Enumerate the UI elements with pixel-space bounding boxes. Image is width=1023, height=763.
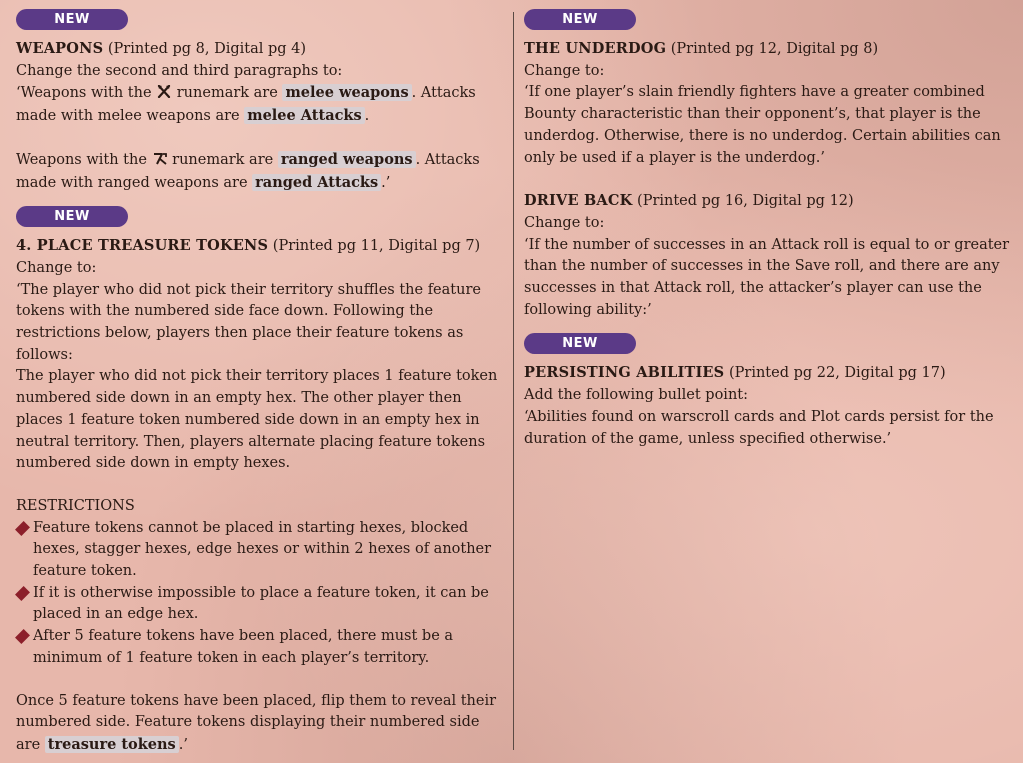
section-intro: Change to: (524, 62, 605, 79)
section-body: ‘If one player’s slain friendly fighters have a greater combined Bounty characteristic than their opponent’s, that player is the underdog. Otherwise, there is no underdog. Certain abilities can only be used if a player is the underdog.’ (524, 84, 1001, 166)
treasure-tokens-section (16, 206, 506, 756)
restrictions-heading: RESTRICTIONS (16, 497, 135, 514)
right-column (524, 9, 1014, 450)
crossed-axes-runemark-icon (157, 85, 171, 98)
section-intro: Add the following bullet point: (524, 387, 748, 404)
underdog-section (524, 9, 1014, 169)
new-badge: NEW (16, 9, 128, 30)
column-divider (513, 12, 514, 750)
section-intro: Change the second and third paragraphs to: (16, 62, 343, 79)
section-title: PERSISTING ABILITIES (524, 364, 725, 382)
section-title: WEAPONS (16, 40, 104, 57)
persisting-abilities-section (524, 333, 1014, 450)
section-body: ‘Abilities found on warscroll cards and Plot cards persist for the duration of the game, unless specified otherwise.’ (524, 408, 994, 447)
treasure-closing-paragraph: Once 5 feature tokens have been placed, flip them to reveal their numbered side. Feature tokens displaying their numbered side are treasure tokens .’ (16, 692, 497, 753)
weapons-section (16, 9, 506, 194)
diamond-bullet-icon (15, 521, 30, 536)
keyword-highlight: melee weapons (282, 84, 411, 101)
restriction-item: If it is otherwise impossible to place a feature token, it can be placed in an edge hex. (16, 583, 506, 626)
left-column (16, 9, 506, 757)
keyword-highlight: ranged weapons (278, 151, 416, 168)
section-title: 4. PLACE TREASURE TOKENS (16, 237, 269, 255)
diamond-bullet-icon (15, 586, 30, 601)
restriction-item: After 5 feature tokens have been placed, there must be a minimum of 1 feature token in each player’s territory. (16, 626, 506, 669)
section-title: DRIVE BACK (524, 192, 633, 210)
bow-runemark-icon (153, 152, 167, 165)
section-title: THE UNDERDOG (524, 40, 667, 57)
section-intro: Change to: (524, 214, 605, 231)
new-badge: NEW (16, 206, 128, 227)
page-reference: (Printed pg 16, Digital pg 12) (637, 193, 854, 210)
section-body: ‘If the number of successes in an Attack roll is equal to or greater than the number of successes in the Save roll, and there are any successes in that Attack roll, the attacker’s player can use the following ability:’ (524, 236, 1010, 318)
restriction-item: Feature tokens cannot be placed in starting hexes, blocked hexes, stagger hexes, edge hexes or within 2 hexes of another feature token. (16, 518, 506, 583)
page-reference: (Printed pg 12, Digital pg 8) (670, 41, 879, 57)
new-badge: NEW (524, 333, 636, 354)
keyword-highlight: ranged Attacks (252, 174, 381, 191)
keyword-highlight: treasure tokens (45, 736, 179, 753)
treasure-paragraph-1: ‘The player who did not pick their territory shuffles the feature tokens with the numbered side face down. Following the restrictions below, players then place their feature tokens as follows: (16, 281, 481, 363)
page-reference: (Printed pg 8, Digital pg 4) (107, 41, 307, 57)
weapons-paragraph-2: Weapons with the runemark are ranged weapons . Attacks made with ranged weapons are ranged Attacks .’ (16, 150, 480, 191)
page-reference: (Printed pg 11, Digital pg 7) (272, 238, 481, 255)
treasure-paragraph-2: The player who did not pick their territory places 1 feature token numbered side down in an empty hex. The other player then places 1 feature token numbered side down in an empty hex in neutral territory. Then, players alternate placing feature tokens numbered side down in empty hexes. (16, 368, 498, 472)
weapons-paragraph-1: ‘Weapons with the runemark are melee weapons . Attacks made with melee weapons are melee Attacks . (16, 84, 476, 125)
keyword-highlight: melee Attacks (244, 107, 364, 124)
drive-back-section (524, 190, 1014, 321)
page-reference: (Printed pg 22, Digital pg 17) (728, 365, 946, 382)
section-intro: Change to: (16, 259, 97, 276)
new-badge: NEW (524, 9, 636, 30)
diamond-bullet-icon (15, 629, 30, 644)
